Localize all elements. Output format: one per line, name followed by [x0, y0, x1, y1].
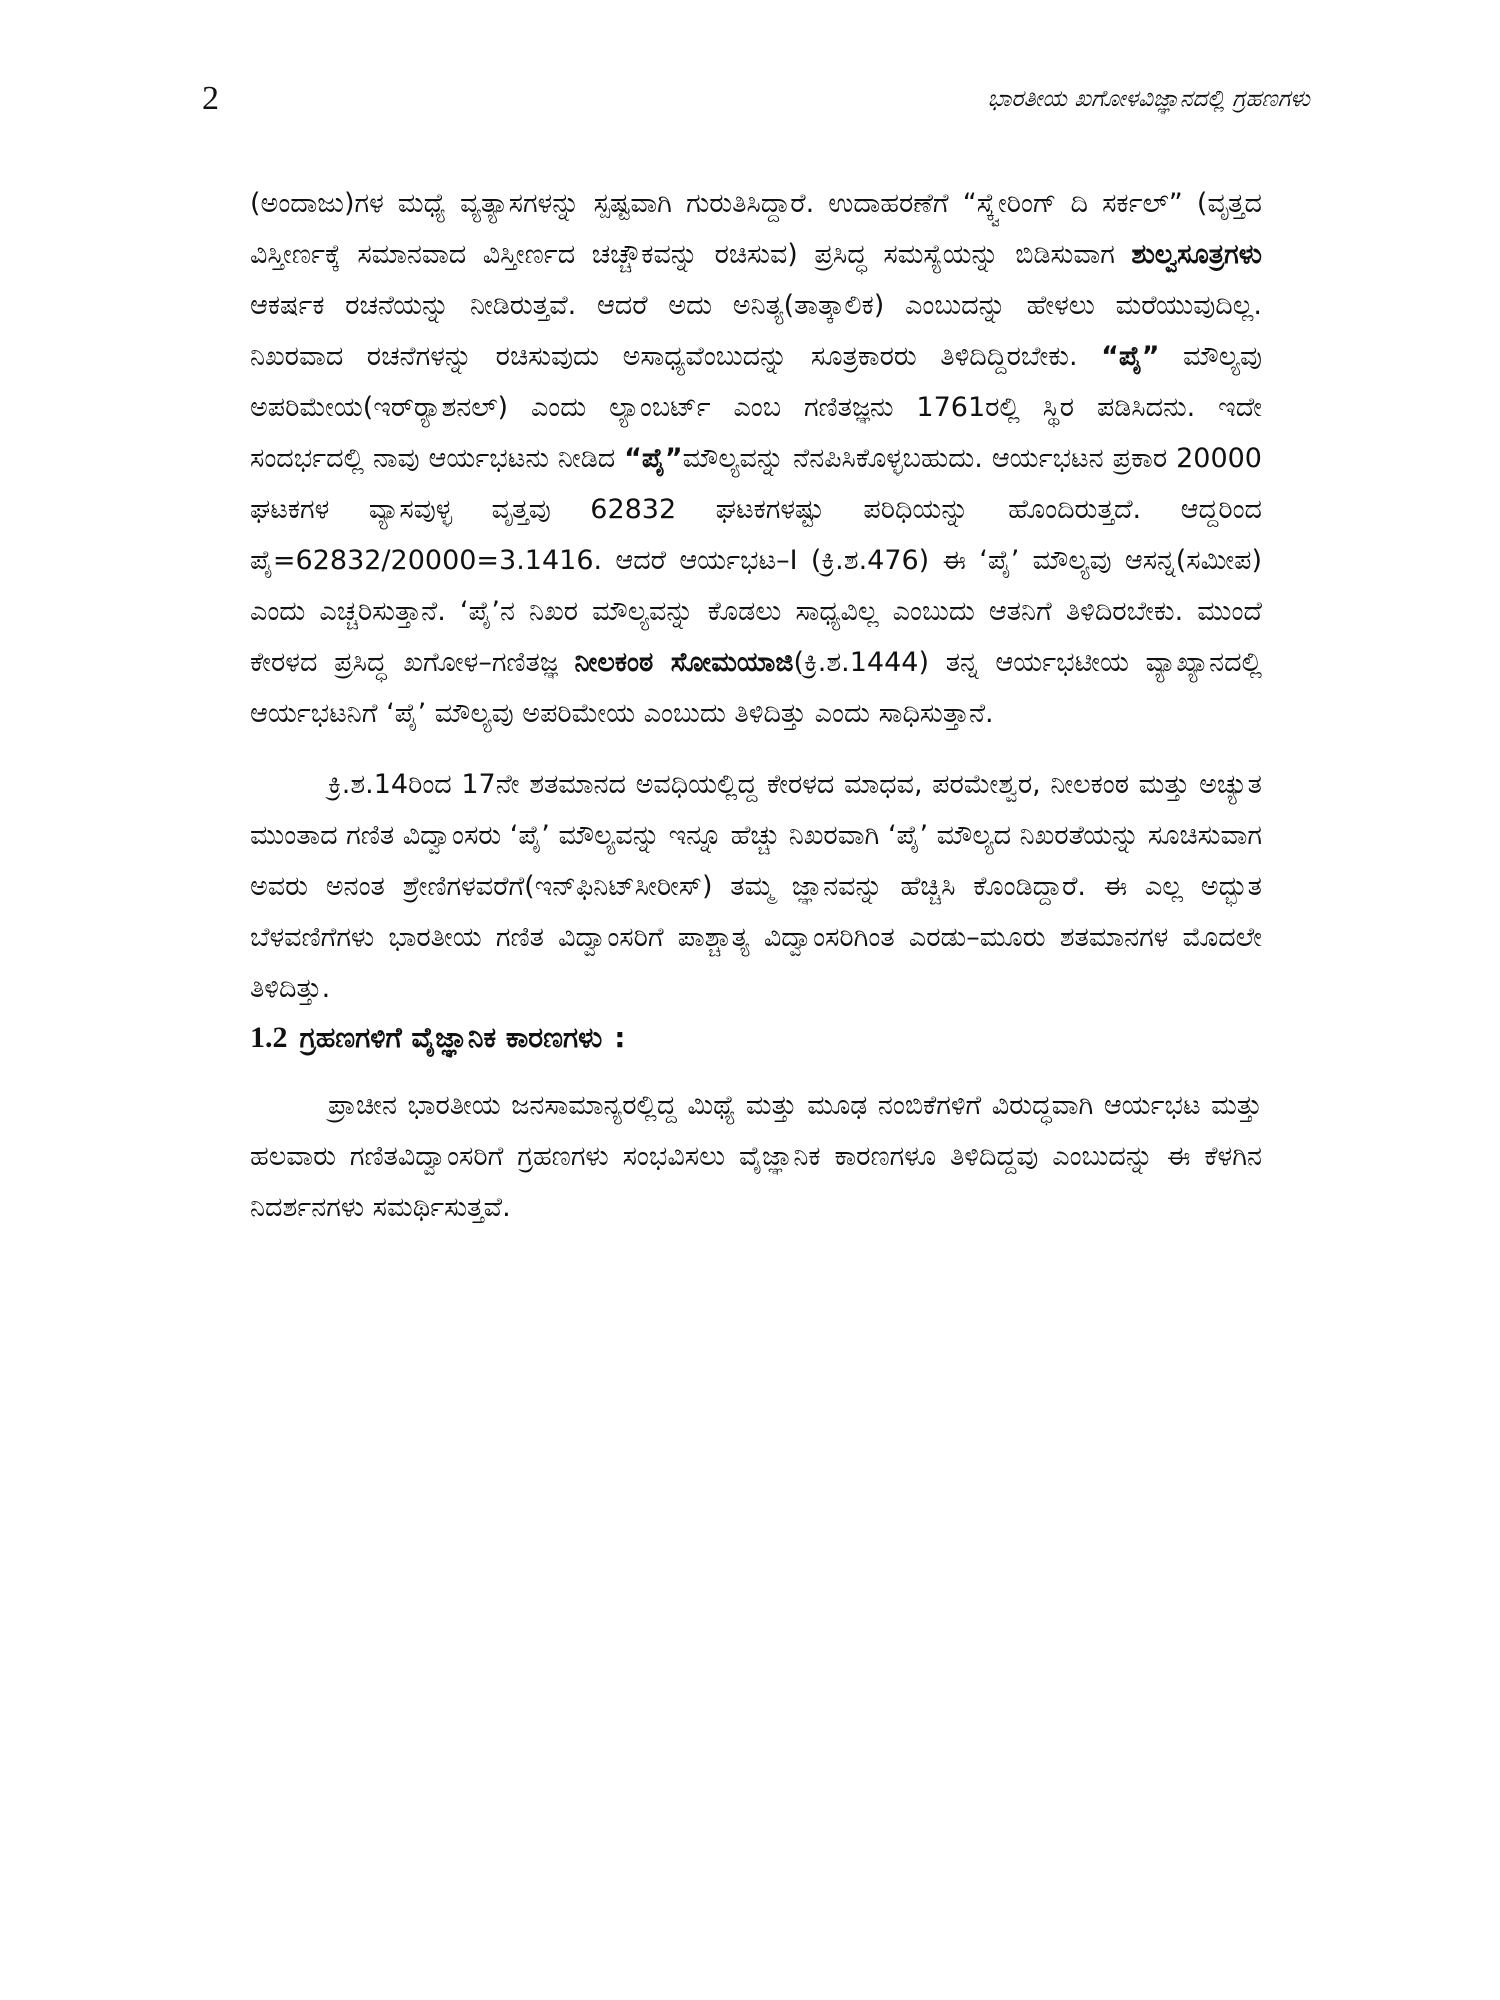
- section-number: 1.2: [250, 1021, 288, 1054]
- paragraph-text: ಆಕರ್ಷಕ ರಚನೆಯನ್ನು ನೀಡಿರುತ್ತವೆ. ಆದರೆ ಅದು ಅನಿತ್ಯ(ತಾತ್ಕಾಲಿಕ) ಎಂಬುದನ್ನು ಹೇಳಲು ಮರೆಯುವುದಿಲ್ಲ. ನಿಖರವಾದ ರಚನೆಗಳನ್ನು ರಚಿಸುವುದು ಅಸಾಧ್ಯವೆಂಬುದನ್ನು ಸೂತ್ರಕಾರರು ತಿಳಿದಿದ್ದಿರಬೇಕು.: [250, 290, 1262, 372]
- running-head: ಭಾರತೀಯ ಖಗೋಳವಿಜ್ಞಾನದಲ್ಲಿ ಗ್ರಹಣಗಳು: [987, 86, 1310, 112]
- section-heading: [250, 1014, 1262, 1062]
- body-text: [250, 178, 1262, 1233]
- bold-term-pi: “ಪೈ”: [624, 443, 683, 474]
- paragraph-text: (ಕ್ರಿ.ಶ.1444) ತನ್ನ ಆರ್ಯಭಟೀಯ ವ್ಯಾಖ್ಯಾನದಲ್ಲಿ ಆರ್ಯಭಟನಿಗೆ ‘ಪೈ’ ಮೌಲ್ಯವು ಅಪರಿಮೇಯ ಎಂಬುದು ತಿಳಿದಿತ್ತು ಎಂದು ಸಾಧಿಸುತ್ತಾನೆ.: [250, 647, 1262, 729]
- paragraph-text: (ಅಂದಾಜು)ಗಳ ಮಧ್ಯೆ ವ್ಯತ್ಯಾಸಗಳನ್ನು ಸ್ಪಷ್ಟವಾಗಿ ಗುರುತಿಸಿದ್ದಾರೆ. ಉದಾಹರಣೆಗೆ “ಸ್ಕ್ವೇರಿಂಗ್ ದಿ ಸರ್ಕಲ್” (ವೃತ್ತದ ವಿಸ್ತೀರ್ಣಕ್ಕೆ ಸಮಾನವಾದ ವಿಸ್ತೀರ್ಣದ ಚಚ್ಚೌಕವನ್ನು ರಚಿಸುವ) ಪ್ರಸಿದ್ಧ ಸಮಸ್ಯೆಯನ್ನು ಬಿಡಿಸುವಾಗ: [250, 188, 1262, 270]
- section-colon: :: [614, 1021, 626, 1054]
- bold-term-pi: “ಪೈ”: [1101, 341, 1160, 372]
- paragraph-eclipse-causes: ಪ್ರಾಚೀನ ಭಾರತೀಯ ಜನಸಾಮಾನ್ಯರಲ್ಲಿದ್ದ ಮಿಥ್ಯೆ ಮತ್ತು ಮೂಢ ನಂಬಿಕೆಗಳಿಗೆ ವಿರುದ್ಧವಾಗಿ ಆರ್ಯಭಟ ಮತ್ತು ಹಲವಾರು ಗಣಿತವಿದ್ವಾಂಸರಿಗೆ ಗ್ರಹಣಗಳು ಸಂಭವಿಸಲು ವೈಜ್ಞಾನಿಕ ಕಾರಣಗಳೂ ತಿಳಿದಿದ್ದವು ಎಂಬುದನ್ನು ಈ ಕೆಳಗಿನ ನಿದರ್ಶನಗಳು ಸಮರ್ಥಿಸುತ್ತವೆ.: [250, 1090, 1262, 1223]
- bold-term-nilakantha-somayaji: ನೀಲಕಂಠ ಸೋಮಯಾಜಿ: [574, 647, 794, 678]
- bold-term-shulvasutras: ಶುಲ್ವಸೂತ್ರಗಳು: [1131, 239, 1262, 270]
- section-title: ಗ್ರಹಣಗಳಿಗೆ ವೈಜ್ಞಾನಿಕ ಕಾರಣಗಳು: [299, 1021, 603, 1054]
- paragraph-kerala-school: ಕ್ರಿ.ಶ.14ರಿಂದ 17ನೇ ಶತಮಾನದ ಅವಧಿಯಲ್ಲಿದ್ದ ಕೇರಳದ ಮಾಧವ, ಪರಮೇಶ್ವರ, ನೀಲಕಂಠ ಮತ್ತು ಅಚ್ಯುತ ಮುಂತಾದ ಗಣಿತ ವಿದ್ವಾಂಸರು ‘ಪೈ’ ಮೌಲ್ಯವನ್ನು ಇನ್ನೂ ಹೆಚ್ಚು ನಿಖರವಾಗಿ ‘ಪೈ’ ಮೌಲ್ಯದ ನಿಖರತೆಯನ್ನು ಸೂಚಿಸುವಾಗ ಅವರು ಅನಂತ ಶ್ರೇಣಿಗಳವರೆಗೆ(ಇನ್‌ಫಿನಿಟ್‌ಸೀರೀಸ್) ತಮ್ಮ ಜ್ಞಾನವನ್ನು ಹೆಚ್ಚಿಸಿ ಕೊಂಡಿದ್ದಾರೆ. ಈ ಎಲ್ಲ ಅದ್ಭುತ ಬೆಳವಣಿಗೆಗಳು ಭಾರತೀಯ ಗಣಿತ ವಿದ್ವಾಂಸರಿಗೆ ಪಾಶ್ಚಾತ್ಯ ವಿದ್ವಾಂಸರಿಗಿಂತ ಎರಡು–ಮೂರು ಶತಮಾನಗಳ ಮೊದಲೇ ತಿಳಿದಿತ್ತು.: [250, 769, 1262, 1004]
- paragraph-text: ಮೌಲ್ಯವು ಅಪರಿಮೇಯ(ಇರ್‌ರ್‍ಯಾಶನಲ್) ಎಂದು ಲ್ಯಾಂಬರ್ಟ್ ಎಂಬ ಗಣಿತಜ್ಞನು 1761ರಲ್ಲಿ ಸ್ಥಿರ ಪಡಿಸಿದನು. ಇದೇ ಸಂದರ್ಭದಲ್ಲಿ ನಾವು ಆರ್ಯಭಟನು ನೀಡಿದ: [250, 341, 1263, 474]
- paragraph-text: ಮೌಲ್ಯವನ್ನು ನೆನಪಿಸಿಕೊಳ್ಳಬಹುದು. ಆರ್ಯಭಟನ ಪ್ರಕಾರ 20000 ಘಟಕಗಳ ವ್ಯಾಸವುಳ್ಳ ವೃತ್ತವು 62832 ಘಟಕಗಳಷ್ಟು ಪರಿಧಿಯನ್ನು ಹೊಂದಿರುತ್ತದೆ. ಆದ್ದರಿಂದ ಪೈ=62832/20000=3.1416. ಆದರೆ ಆರ್ಯಭಟ–I (ಕ್ರಿ.ಶ.476) ಈ ‘ಪೈ’ ಮೌಲ್ಯವು ಆಸನ್ನ(ಸಮೀಪ) ಎಂದು ಎಚ್ಚರಿಸುತ್ತಾನೆ. ‘ಪೈ’ನ ನಿಖರ ಮೌಲ್ಯವನ್ನು ಕೊಡಲು ಸಾಧ್ಯವಿಲ್ಲ ಎಂಬುದು ಆತನಿಗೆ ತಿಳಿದಿರಬೇಕು. ಮುಂದೆ ಕೇರಳದ ಪ್ರಸಿದ್ಧ ಖಗೋಳ–ಗಣಿತಜ್ಞ: [250, 443, 1262, 678]
- page-number: 2: [202, 80, 219, 117]
- paragraph-pi-value: [250, 178, 1262, 739]
